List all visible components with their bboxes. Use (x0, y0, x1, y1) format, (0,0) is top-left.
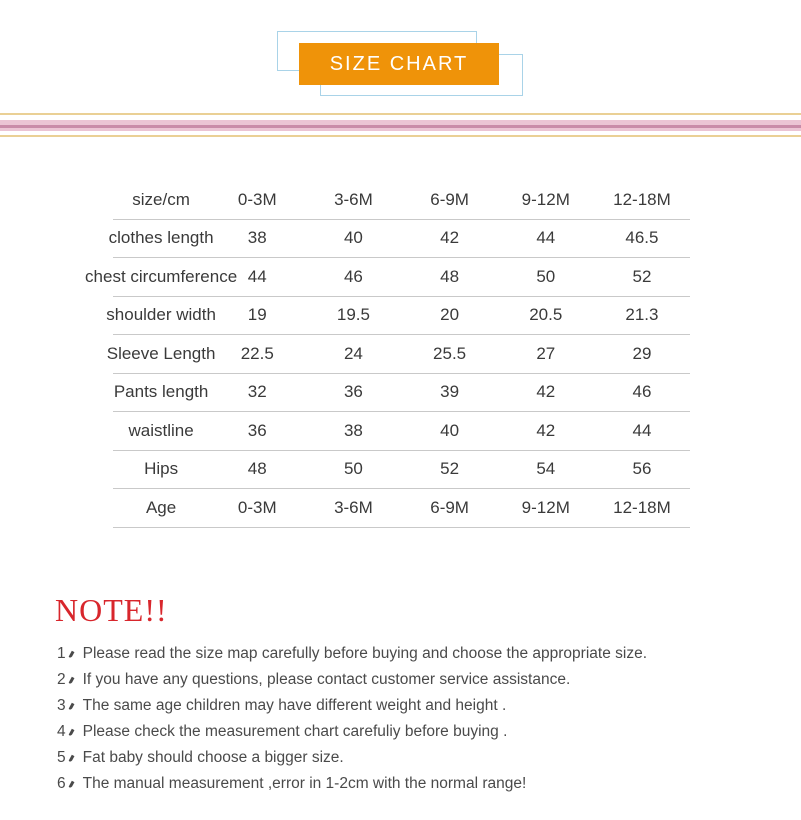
table-row (113, 412, 690, 451)
table-cell: 36 (247, 420, 267, 440)
note-number: 2 (57, 671, 66, 688)
table-cell: 52 (632, 266, 652, 286)
ideographic-comma-icon (68, 651, 74, 659)
table-cell: 54 (536, 459, 556, 479)
table-cell: 36 (343, 382, 363, 402)
table-cell: 12-18M (613, 189, 671, 209)
table-row (108, 220, 690, 259)
table-row (113, 374, 690, 413)
table-cell: 38 (247, 228, 267, 248)
note-number: 3 (57, 697, 66, 714)
table-cell: 12-18M (613, 497, 671, 517)
table-cell: 6-9M (430, 189, 469, 209)
table-cell: 29 (632, 343, 652, 363)
table-row-label: Age (145, 497, 177, 517)
table-cell: 0-3M (237, 497, 277, 517)
note-number: 4 (57, 723, 66, 740)
note-item (57, 745, 757, 771)
table-row-label: Hips (144, 459, 179, 479)
table-cell: 19.5 (336, 305, 370, 325)
table-cell: 46 (632, 382, 652, 402)
note-text: If you have any questions, please contact customer service assistance. (82, 671, 571, 688)
table-row-label: Pants length (113, 382, 209, 402)
table-cell: 3-6M (334, 189, 373, 209)
table-cell: 9-12M (521, 189, 570, 209)
table-cell: 0-3M (237, 189, 277, 209)
note-number: 1 (57, 645, 66, 662)
note-text: The same age children may have different weight and height . (82, 697, 507, 714)
table-cell: 42 (440, 228, 460, 248)
table-cell: 32 (247, 382, 267, 402)
decor-stripe-pink (0, 120, 801, 131)
table-cell: 24 (343, 343, 363, 363)
table-cell: 50 (536, 266, 556, 286)
table-cell: 44 (632, 420, 652, 440)
table-cell: 6-9M (430, 497, 469, 517)
note-text: Fat baby should choose a bigger size. (82, 749, 344, 766)
table-cell: 52 (440, 459, 460, 479)
table-cell: 39 (440, 382, 460, 402)
note-list (57, 641, 757, 797)
table-row (113, 489, 690, 528)
ideographic-comma-icon (68, 755, 74, 763)
note-text: Please check the measurement chart carefuliy before buying . (82, 723, 508, 740)
note-item (57, 667, 757, 693)
table-cell: 42 (536, 382, 556, 402)
table-cell: 27 (536, 343, 556, 363)
decor-stripe-gold-bottom (0, 135, 801, 137)
table-row-label: chest circumference (85, 266, 238, 286)
note-number: 5 (57, 749, 66, 766)
note-heading: NOTE!! (55, 592, 168, 628)
table-header-row (113, 181, 690, 220)
table-cell: 50 (343, 459, 363, 479)
table-cell: 44 (536, 228, 556, 248)
table-cell: 44 (247, 266, 267, 286)
banner-title: SIZE CHART (329, 52, 469, 75)
table-row (106, 297, 690, 336)
table-row-label: clothes length (108, 228, 214, 248)
size-chart-banner (299, 43, 499, 85)
table-row-label: size/cm (132, 189, 190, 209)
table-row (106, 335, 690, 374)
table-row (113, 451, 690, 490)
table-cell: 42 (536, 420, 556, 440)
table-cell: 20 (440, 305, 460, 325)
table-cell: 25.5 (433, 343, 467, 363)
decor-stripe-gold-top (0, 113, 801, 115)
decor-stripe-mauve (0, 125, 801, 128)
table-cell: 40 (343, 228, 363, 248)
table-cell: 21.3 (625, 305, 659, 325)
table-cell: 46 (343, 266, 363, 286)
decor-stripe-band (0, 113, 801, 137)
table-cell: 56 (632, 459, 652, 479)
table-cell: 48 (440, 266, 460, 286)
table-cell: 40 (440, 420, 460, 440)
note-item (57, 771, 757, 797)
note-item (57, 641, 757, 667)
table-cell: 22.5 (240, 343, 274, 363)
ideographic-comma-icon (68, 781, 74, 789)
note-number: 6 (57, 775, 66, 792)
table-row (85, 258, 690, 297)
ideographic-comma-icon (68, 677, 74, 685)
note-text: The manual measurement ,error in 1-2cm with the normal range! (82, 775, 527, 792)
table-cell: 48 (247, 459, 267, 479)
table-cell: 46.5 (625, 228, 659, 248)
table-cell: 20.5 (529, 305, 563, 325)
note-item (57, 719, 757, 745)
table-cell: 3-6M (334, 497, 373, 517)
note-item (57, 693, 757, 719)
note-text: Please read the size map carefully before buying and choose the appropriate size. (82, 645, 647, 662)
ideographic-comma-icon (68, 703, 74, 711)
size-table (85, 181, 690, 528)
table-row-label: Sleeve Length (106, 343, 216, 363)
table-cell: 38 (343, 420, 363, 440)
table-cell: 9-12M (521, 497, 570, 517)
table-row-label: shoulder width (106, 305, 216, 325)
table-row-label: waistline (128, 420, 194, 440)
ideographic-comma-icon (68, 729, 74, 737)
table-cell: 19 (247, 305, 267, 325)
